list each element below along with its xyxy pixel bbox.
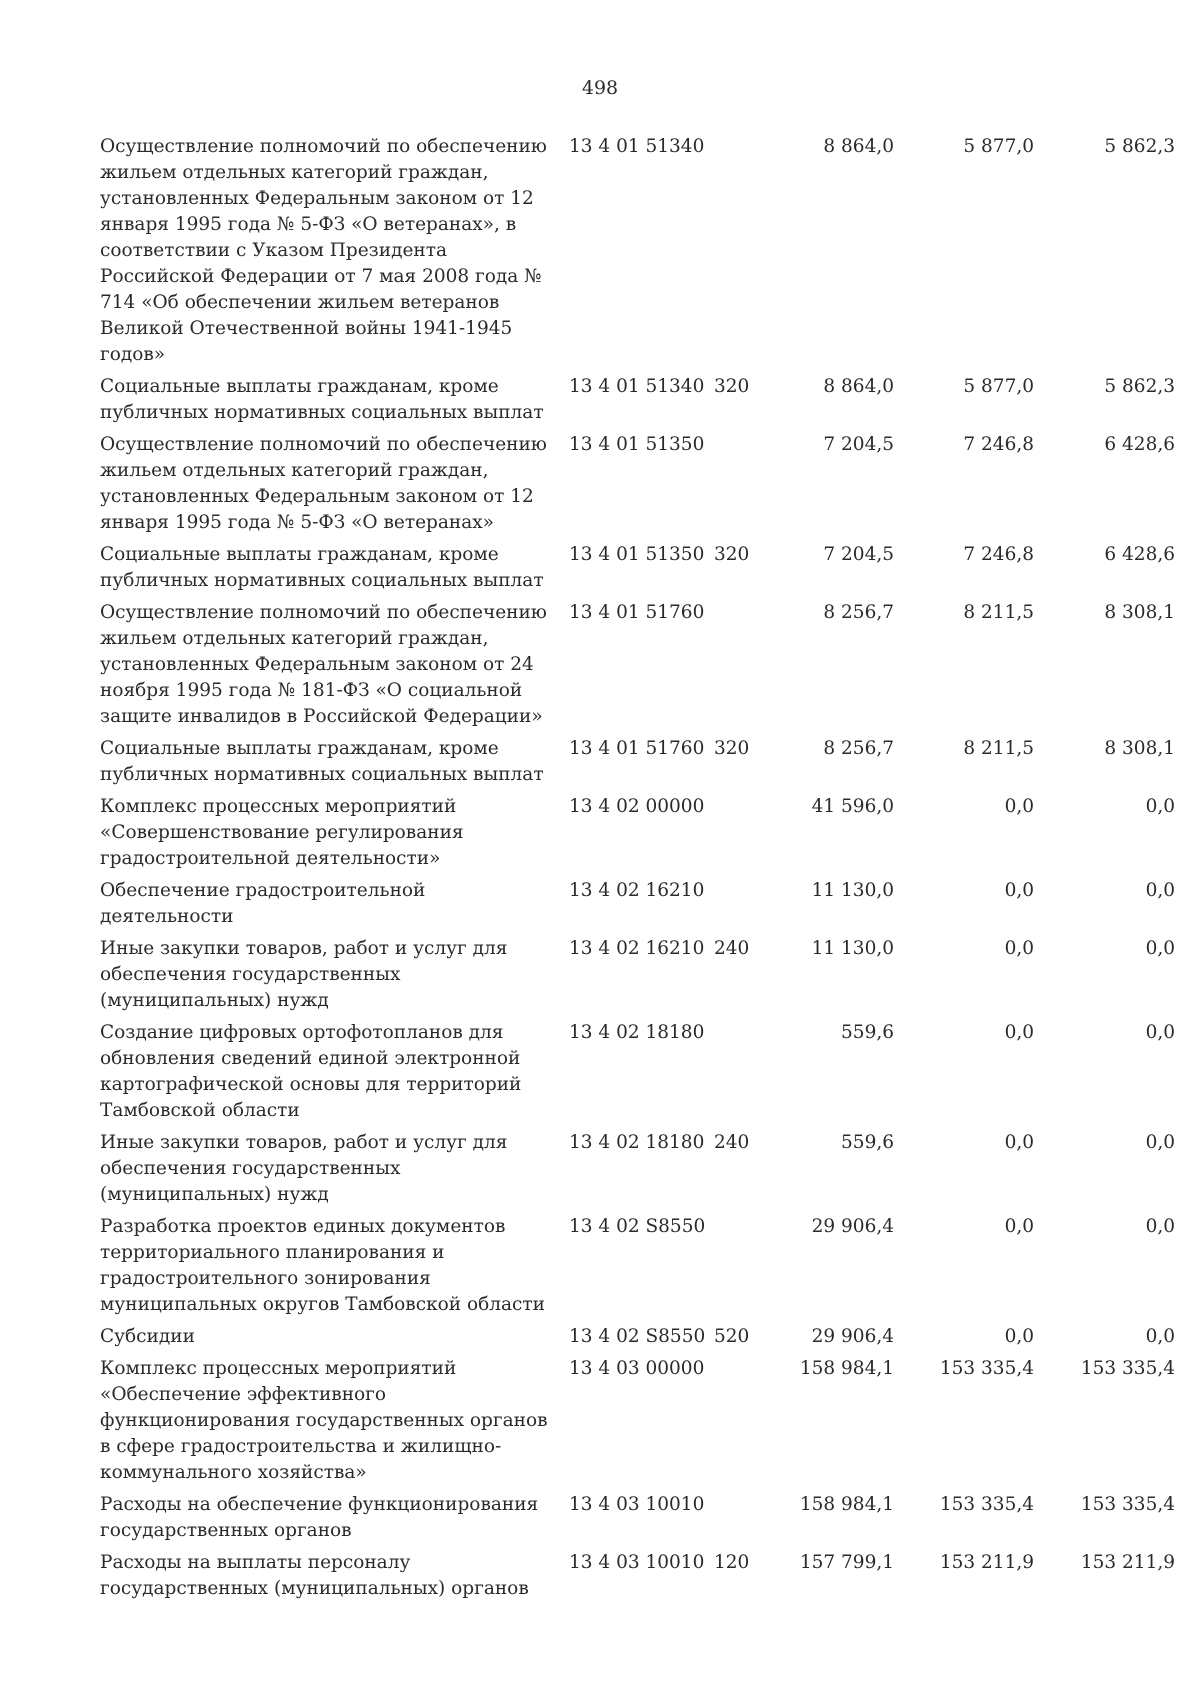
row-target-code: 13 4 01 51340 [569, 376, 705, 397]
row-description: Разработка проектов единых документов территориального планирования и градостроительного зонирования муниципальных округов Тамбовской области [100, 1216, 545, 1315]
row-amount-year-2: 7 246,8 [963, 544, 1034, 565]
row-description: Обеспечение градостроительной деятельности [100, 880, 426, 927]
row-amount-year-3: 0,0 [1145, 938, 1175, 959]
table-row [100, 936, 1175, 1014]
row-amount-year-1: 7 204,5 [823, 434, 894, 455]
row-amount-year-3: 0,0 [1145, 1216, 1175, 1237]
table-row [100, 134, 1175, 368]
row-description: Расходы на обеспечение функционирования государственных органов [100, 1494, 539, 1541]
budget-table [100, 134, 1175, 1608]
row-amount-year-2: 0,0 [1004, 1132, 1034, 1153]
row-amount-year-3: 5 862,3 [1104, 376, 1175, 397]
row-description: Создание цифровых ортофотопланов для обновления сведений единой электронной картографической основы для территорий Тамбовской области [100, 1022, 522, 1121]
row-description: Социальные выплаты гражданам, кроме публичных нормативных социальных выплат [100, 376, 544, 423]
row-target-code: 13 4 01 51760 [569, 738, 705, 759]
row-amount-year-2: 153 335,4 [939, 1358, 1034, 1379]
table-row [100, 878, 1175, 930]
row-amount-year-1: 157 799,1 [799, 1552, 894, 1573]
row-amount-year-3: 8 308,1 [1104, 738, 1175, 759]
row-description: Социальные выплаты гражданам, кроме публичных нормативных социальных выплат [100, 738, 544, 785]
row-expense-type: 320 [714, 376, 750, 397]
row-amount-year-2: 5 877,0 [963, 376, 1034, 397]
row-amount-year-2: 5 877,0 [963, 136, 1034, 157]
row-amount-year-1: 8 256,7 [823, 738, 894, 759]
row-amount-year-2: 8 211,5 [963, 602, 1034, 623]
row-target-code: 13 4 02 16210 [569, 938, 705, 959]
row-target-code: 13 4 02 S8550 [569, 1326, 706, 1347]
row-target-code: 13 4 01 51350 [569, 434, 705, 455]
row-amount-year-3: 6 428,6 [1104, 434, 1175, 455]
row-amount-year-1: 11 130,0 [811, 880, 894, 901]
row-amount-year-3: 0,0 [1145, 1326, 1175, 1347]
row-amount-year-3: 0,0 [1145, 880, 1175, 901]
row-amount-year-2: 0,0 [1004, 1326, 1034, 1347]
row-amount-year-2: 0,0 [1004, 796, 1034, 817]
row-target-code: 13 4 03 10010 [569, 1494, 705, 1515]
row-amount-year-3: 0,0 [1145, 796, 1175, 817]
row-amount-year-3: 5 862,3 [1104, 136, 1175, 157]
row-amount-year-3: 8 308,1 [1104, 602, 1175, 623]
table-row [100, 1356, 1175, 1486]
row-description: Комплекс процессных мероприятий «Совершенствование регулирования градостроительной деятельности» [100, 796, 464, 869]
table-row [100, 374, 1175, 426]
row-amount-year-1: 29 906,4 [811, 1216, 894, 1237]
row-amount-year-1: 11 130,0 [811, 938, 894, 959]
row-amount-year-3: 153 335,4 [1080, 1358, 1175, 1379]
row-target-code: 13 4 03 10010 [569, 1552, 705, 1573]
row-expense-type: 240 [714, 1132, 750, 1153]
table-row [100, 600, 1175, 730]
row-amount-year-3: 153 211,9 [1080, 1552, 1175, 1573]
row-description: Субсидии [100, 1326, 195, 1347]
row-amount-year-3: 0,0 [1145, 1022, 1175, 1043]
table-row [100, 1130, 1175, 1208]
row-amount-year-1: 158 984,1 [799, 1494, 894, 1515]
row-amount-year-2: 153 211,9 [939, 1552, 1034, 1573]
table-row [100, 736, 1175, 788]
table-row [100, 542, 1175, 594]
row-amount-year-1: 158 984,1 [799, 1358, 894, 1379]
page-number: 498 [581, 77, 619, 99]
table-row [100, 1492, 1175, 1544]
row-expense-type: 320 [714, 738, 750, 759]
table-row [100, 1324, 1175, 1350]
row-amount-year-2: 8 211,5 [963, 738, 1034, 759]
row-description: Осуществление полномочий по обеспечению жильем отдельных категорий граждан, установленных Федеральным законом от 24 ноября 1995 года № 181-ФЗ «О социальной защите инвалидов в Российской Федерации» [100, 602, 547, 727]
row-amount-year-1: 8 256,7 [823, 602, 894, 623]
table-row [100, 432, 1175, 536]
table-row [100, 1550, 1175, 1602]
row-amount-year-2: 0,0 [1004, 1022, 1034, 1043]
row-target-code: 13 4 01 51340 [569, 136, 705, 157]
row-target-code: 13 4 01 51350 [569, 544, 705, 565]
table-row [100, 1020, 1175, 1124]
row-expense-type: 240 [714, 938, 750, 959]
row-expense-type: 320 [714, 544, 750, 565]
row-amount-year-3: 153 335,4 [1080, 1494, 1175, 1515]
row-description: Иные закупки товаров, работ и услуг для обеспечения государственных (муниципальных) нужд [100, 938, 508, 1011]
row-amount-year-1: 7 204,5 [823, 544, 894, 565]
row-description: Комплекс процессных мероприятий «Обеспечение эффективного функционирования государственных органов в сфере градостроительства и жилищно-коммунального хозяйства» [100, 1358, 548, 1483]
row-target-code: 13 4 02 S8550 [569, 1216, 706, 1237]
table-row [100, 1214, 1175, 1318]
row-description: Осуществление полномочий по обеспечению жильем отдельных категорий граждан, установленных Федеральным законом от 12 января 1995 года № 5-ФЗ «О ветеранах» [100, 434, 547, 533]
row-amount-year-2: 0,0 [1004, 938, 1034, 959]
row-amount-year-2: 7 246,8 [963, 434, 1034, 455]
row-amount-year-2: 0,0 [1004, 1216, 1034, 1237]
row-amount-year-1: 29 906,4 [811, 1326, 894, 1347]
row-target-code: 13 4 02 18180 [569, 1022, 705, 1043]
row-target-code: 13 4 02 00000 [569, 796, 705, 817]
row-amount-year-3: 0,0 [1145, 1132, 1175, 1153]
row-expense-type: 520 [714, 1326, 750, 1347]
table-row [100, 794, 1175, 872]
row-expense-type: 120 [714, 1552, 750, 1573]
row-target-code: 13 4 01 51760 [569, 602, 705, 623]
row-amount-year-2: 0,0 [1004, 880, 1034, 901]
row-target-code: 13 4 02 16210 [569, 880, 705, 901]
row-amount-year-1: 559,6 [841, 1022, 894, 1043]
row-target-code: 13 4 02 18180 [569, 1132, 705, 1153]
row-amount-year-2: 153 335,4 [939, 1494, 1034, 1515]
row-description: Расходы на выплаты персоналу государственных (муниципальных) органов [100, 1552, 529, 1599]
row-amount-year-3: 6 428,6 [1104, 544, 1175, 565]
row-amount-year-1: 41 596,0 [811, 796, 894, 817]
row-description: Осуществление полномочий по обеспечению жильем отдельных категорий граждан, установленных Федеральным законом от 12 января 1995 года № 5-ФЗ «О ветеранах», в соответствии с Указом Президента Российской Федерации от 7 мая 2008 года № 714 «Об обеспечении жильем ветеранов Великой Отечественной войны 1941-1945 годов» [100, 136, 547, 365]
row-amount-year-1: 8 864,0 [823, 136, 894, 157]
row-target-code: 13 4 03 00000 [569, 1358, 705, 1379]
row-description: Иные закупки товаров, работ и услуг для обеспечения государственных (муниципальных) нужд [100, 1132, 508, 1205]
row-amount-year-1: 559,6 [841, 1132, 894, 1153]
row-description: Социальные выплаты гражданам, кроме публичных нормативных социальных выплат [100, 544, 544, 591]
row-amount-year-1: 8 864,0 [823, 376, 894, 397]
